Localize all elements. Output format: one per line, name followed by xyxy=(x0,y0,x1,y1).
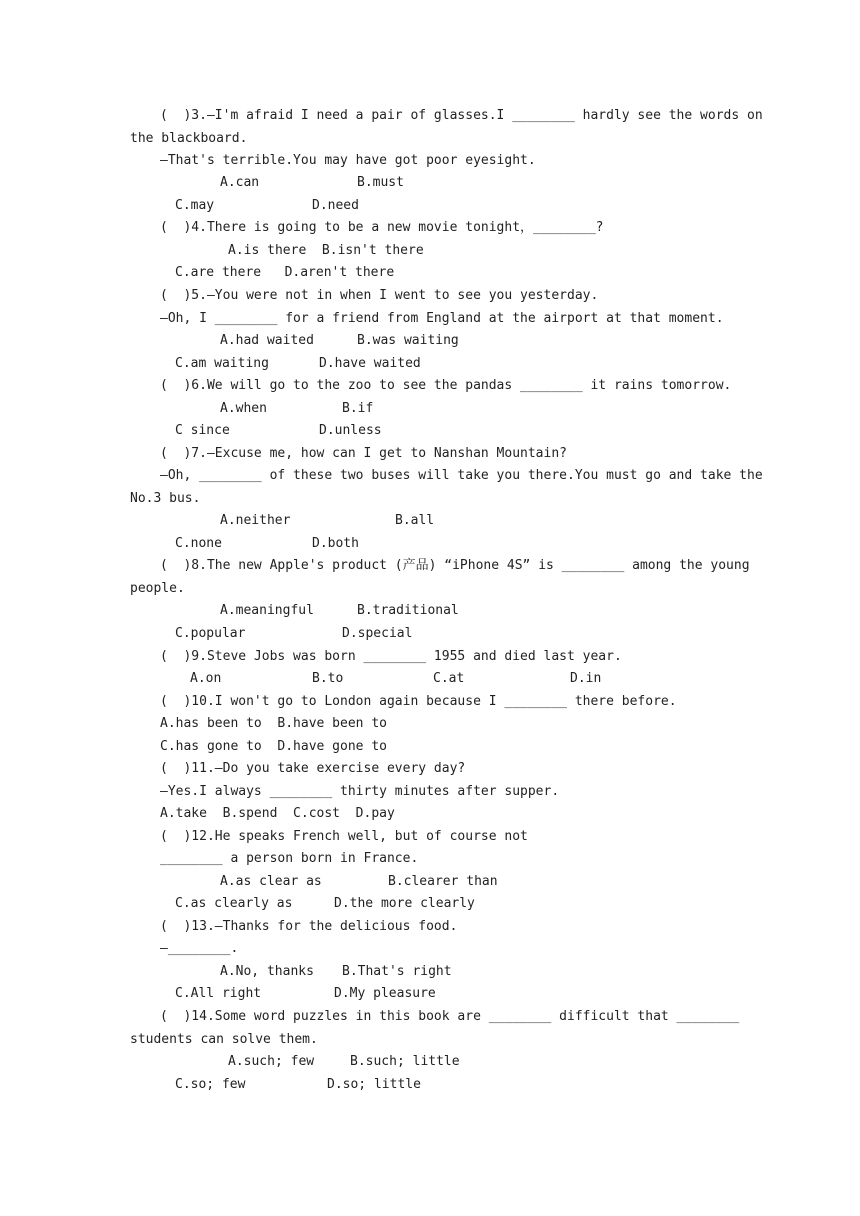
question-14-option-d: D.so; little xyxy=(327,1077,421,1092)
question-11-options: A.take B.spend C.cost D.pay xyxy=(160,806,395,821)
question-6-option-a: A.when xyxy=(220,401,267,416)
question-3-reply: —That's terrible.You may have got poor eyesight. xyxy=(160,153,536,168)
question-8-option-a: A.meaningful xyxy=(220,603,314,618)
question-4-stem: ( )4.There is going to be a new movie tonight，________? xyxy=(160,220,604,235)
question-11-stem: ( )11.—Do you take exercise every day? xyxy=(160,761,466,776)
question-14-option-b: B.such; little xyxy=(350,1054,460,1069)
question-8-option-d: D.special xyxy=(342,626,413,641)
question-7-reply: —Oh, ________ of these two buses will take you there.You must go and take the xyxy=(160,468,763,483)
question-13-reply: —________. xyxy=(160,941,239,956)
question-3-option-a: A.can xyxy=(220,175,260,190)
question-10-options-cd: C.has gone to D.have gone to xyxy=(160,739,387,754)
question-5-option-b: B.was waiting xyxy=(357,333,459,348)
question-5-option-c: C.am waiting xyxy=(175,356,269,371)
question-6-option-d: D.unless xyxy=(319,423,382,438)
question-6-option-c: C since xyxy=(175,423,230,438)
question-3-stem-cont: the blackboard. xyxy=(130,131,248,146)
question-13-option-c: C.All right xyxy=(175,986,262,1001)
question-9-option-b: B.to xyxy=(312,671,344,686)
question-13-option-a: A.No, thanks xyxy=(220,964,314,979)
question-7-reply-cont: No.3 bus. xyxy=(130,491,201,506)
question-12-stem: ( )12.He speaks French well, but of course not xyxy=(160,829,528,844)
question-5-stem: ( )5.—You were not in when I went to see you yesterday. xyxy=(160,288,599,303)
question-5-option-a: A.had waited xyxy=(220,333,314,348)
question-7-stem: ( )7.—Excuse me, how can I get to Nanshan Mountain? xyxy=(160,446,567,461)
question-8-stem: ( )8.The new Apple's product (产品) “iPhone 4S” is ________ among the young xyxy=(160,558,750,573)
question-8-option-b: B.traditional xyxy=(357,603,459,618)
question-5-option-d: D.have waited xyxy=(319,356,421,371)
question-9-option-d: D.in xyxy=(570,671,602,686)
question-14-option-a: A.such; few xyxy=(228,1054,315,1069)
question-14-stem-cont: students can solve them. xyxy=(130,1032,318,1047)
question-6-option-b: B.if xyxy=(342,401,374,416)
question-9-option-a: A.on xyxy=(190,671,222,686)
question-14-stem: ( )14.Some word puzzles in this book are ________ difficult that ________ xyxy=(160,1009,740,1024)
question-3-stem: ( )3.—I'm afraid I need a pair of glasses.I ________ hardly see the words on xyxy=(160,108,763,123)
question-3-option-b: B.must xyxy=(357,175,404,190)
question-3-option-c: C.may xyxy=(175,198,215,213)
question-12-option-a: A.as clear as xyxy=(220,874,322,889)
question-7-option-d: D.both xyxy=(312,536,359,551)
question-4-options-ab: A.is there B.isn't there xyxy=(228,243,424,258)
question-13-stem: ( )13.—Thanks for the delicious food. xyxy=(160,919,458,934)
question-13-option-b: B.That's right xyxy=(342,964,452,979)
question-10-options-ab: A.has been to B.have been to xyxy=(160,716,387,731)
question-12-option-b: B.clearer than xyxy=(388,874,498,889)
question-3-option-d: D.need xyxy=(312,198,359,213)
question-9-stem: ( )9.Steve Jobs was born ________ 1955 and died last year. xyxy=(160,649,622,664)
question-5-reply: —Oh, I ________ for a friend from England at the airport at that moment. xyxy=(160,311,724,326)
question-13-option-d: D.My pleasure xyxy=(334,986,436,1001)
question-7-option-c: C.none xyxy=(175,536,222,551)
question-9-option-c: C.at xyxy=(433,671,465,686)
question-11-reply: —Yes.I always ________ thirty minutes after supper. xyxy=(160,784,560,799)
question-12-stem-cont: ________ a person born in France. xyxy=(160,851,419,866)
question-14-option-c: C.so; few xyxy=(175,1077,246,1092)
question-4-options-cd: C.are there D.aren't there xyxy=(175,265,395,280)
question-10-stem: ( )10.I won't go to London again because I ________ there before. xyxy=(160,694,677,709)
question-6-stem: ( )6.We will go to the zoo to see the pandas ________ it rains tomorrow. xyxy=(160,378,732,393)
question-8-option-c: C.popular xyxy=(175,626,246,641)
question-7-option-b: B.all xyxy=(395,513,435,528)
question-12-option-d: D.the more clearly xyxy=(334,896,475,911)
question-7-option-a: A.neither xyxy=(220,513,291,528)
question-12-option-c: C.as clearly as xyxy=(175,896,293,911)
question-8-stem-cont: people. xyxy=(130,581,185,596)
